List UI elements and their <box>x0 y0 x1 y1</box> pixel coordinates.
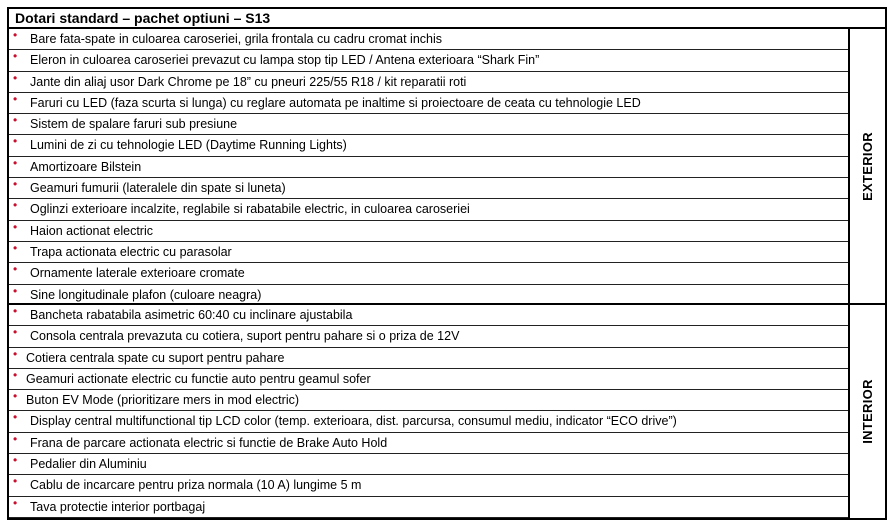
item-label: Jante din aliaj usor Dark Chrome pe 18” cu pneuri 225/55 R18 / kit reparatii roti <box>30 74 467 89</box>
exterior-items <box>9 29 850 303</box>
list-item <box>9 305 848 326</box>
list-item <box>9 369 848 390</box>
bullet-icon: • <box>13 347 18 361</box>
bullet-icon: • <box>13 411 18 425</box>
list-item <box>9 475 848 496</box>
item-label: Lumini de zi cu tehnologie LED (Daytime Running Lights) <box>30 138 347 153</box>
list-item <box>9 348 848 369</box>
bullet-icon: • <box>13 50 18 64</box>
list-item <box>9 135 848 156</box>
item-label: Cotiera centrala spate cu suport pentru pahare <box>26 350 285 365</box>
item-label: Ornamente laterale exterioare cromate <box>30 266 245 281</box>
item-label: Bancheta rabatabila asimetric 60:40 cu inclinare ajustabila <box>30 308 353 322</box>
bullet-icon: • <box>13 432 18 446</box>
bullet-icon: • <box>13 135 18 149</box>
bullet-icon: • <box>13 454 18 468</box>
exterior-label-text: EXTERIOR <box>860 131 876 201</box>
bullet-icon: • <box>13 496 18 510</box>
item-label: Buton EV Mode (prioritizare mers in mod electric) <box>26 393 300 408</box>
list-item <box>9 454 848 475</box>
item-label: Oglinzi exterioare incalzite, reglabile si rabatabile electric, in culoarea caroseriei <box>30 202 470 217</box>
item-label: Consola centrala prevazuta cu cotiera, suport pentru pahare si o priza de 12V <box>30 329 460 344</box>
list-item <box>9 285 848 306</box>
bullet-icon: • <box>13 156 18 170</box>
list-item <box>9 157 848 178</box>
item-label: Amortizoare Bilstein <box>30 159 142 174</box>
bullet-icon: • <box>13 305 18 318</box>
item-label: Frana de parcare actionata electric si functie de Brake Auto Hold <box>30 435 388 450</box>
list-item <box>9 263 848 284</box>
list-item <box>9 242 848 263</box>
list-item <box>9 50 848 71</box>
bullet-icon: • <box>13 326 18 340</box>
item-label: Faruri cu LED (faza scurta si lunga) cu reglare automata pe inaltime si proiectoare de ceata cu tehnologie LED <box>30 95 641 110</box>
bullet-icon: • <box>13 241 18 255</box>
bullet-icon: • <box>13 263 18 277</box>
table-title: Dotari standard – pachet optiuni – S13 <box>9 9 885 29</box>
item-label: Pedalier din Aluminiu <box>30 457 147 472</box>
item-label: Trapa actionata electric cu parasolar <box>30 244 232 259</box>
bullet-icon: • <box>13 368 18 382</box>
interior-label-text: INTERIOR <box>860 379 876 444</box>
interior-section <box>9 305 885 518</box>
interior-section-label <box>850 305 885 518</box>
bullet-icon: • <box>13 199 18 213</box>
list-item <box>9 411 848 432</box>
bullet-icon: • <box>13 475 18 489</box>
item-label: Tava protectie interior portbagaj <box>30 499 206 514</box>
bullet-icon: • <box>13 29 18 42</box>
item-label: Geamuri actionate electric cu functie auto pentru geamul sofer <box>26 371 371 386</box>
list-item <box>9 199 848 220</box>
item-label: Sistem de spalare faruri sub presiune <box>30 117 238 132</box>
bullet-icon: • <box>13 220 18 234</box>
interior-items <box>9 305 850 518</box>
exterior-section <box>9 29 885 305</box>
item-label: Haion actionat electric <box>30 223 153 238</box>
item-label: Geamuri fumurii (lateralele din spate si luneta) <box>30 181 286 196</box>
bullet-icon: • <box>13 284 18 298</box>
item-label: Sine longitudinale plafon (culoare neagra) <box>30 287 262 302</box>
item-label: Bare fata-spate in culoarea caroseriei, grila frontala cu cadru cromat inchis <box>30 32 443 46</box>
item-label: Display central multifunctional tip LCD color (temp. exterioara, dist. parcursa, consumul mediu, indicator “ECO drive”) <box>30 414 677 429</box>
bullet-icon: • <box>13 178 18 192</box>
list-item <box>9 178 848 199</box>
options-table <box>7 7 887 520</box>
list-item <box>9 29 848 50</box>
item-label: Eleron in culoarea caroseriei prevazut cu lampa stop tip LED / Antena exterioara “Shark Fin” <box>30 53 540 68</box>
list-item <box>9 221 848 242</box>
item-label: Cablu de incarcare pentru priza normala (10 A) lungime 5 m <box>30 478 362 493</box>
bullet-icon: • <box>13 92 18 106</box>
bullet-icon: • <box>13 390 18 404</box>
list-item <box>9 326 848 347</box>
list-item <box>9 114 848 135</box>
bullet-icon: • <box>13 71 18 85</box>
list-item <box>9 72 848 93</box>
list-item <box>9 497 848 518</box>
list-item <box>9 433 848 454</box>
list-item <box>9 93 848 114</box>
bullet-icon: • <box>13 114 18 128</box>
list-item <box>9 390 848 411</box>
exterior-section-label <box>850 29 885 303</box>
